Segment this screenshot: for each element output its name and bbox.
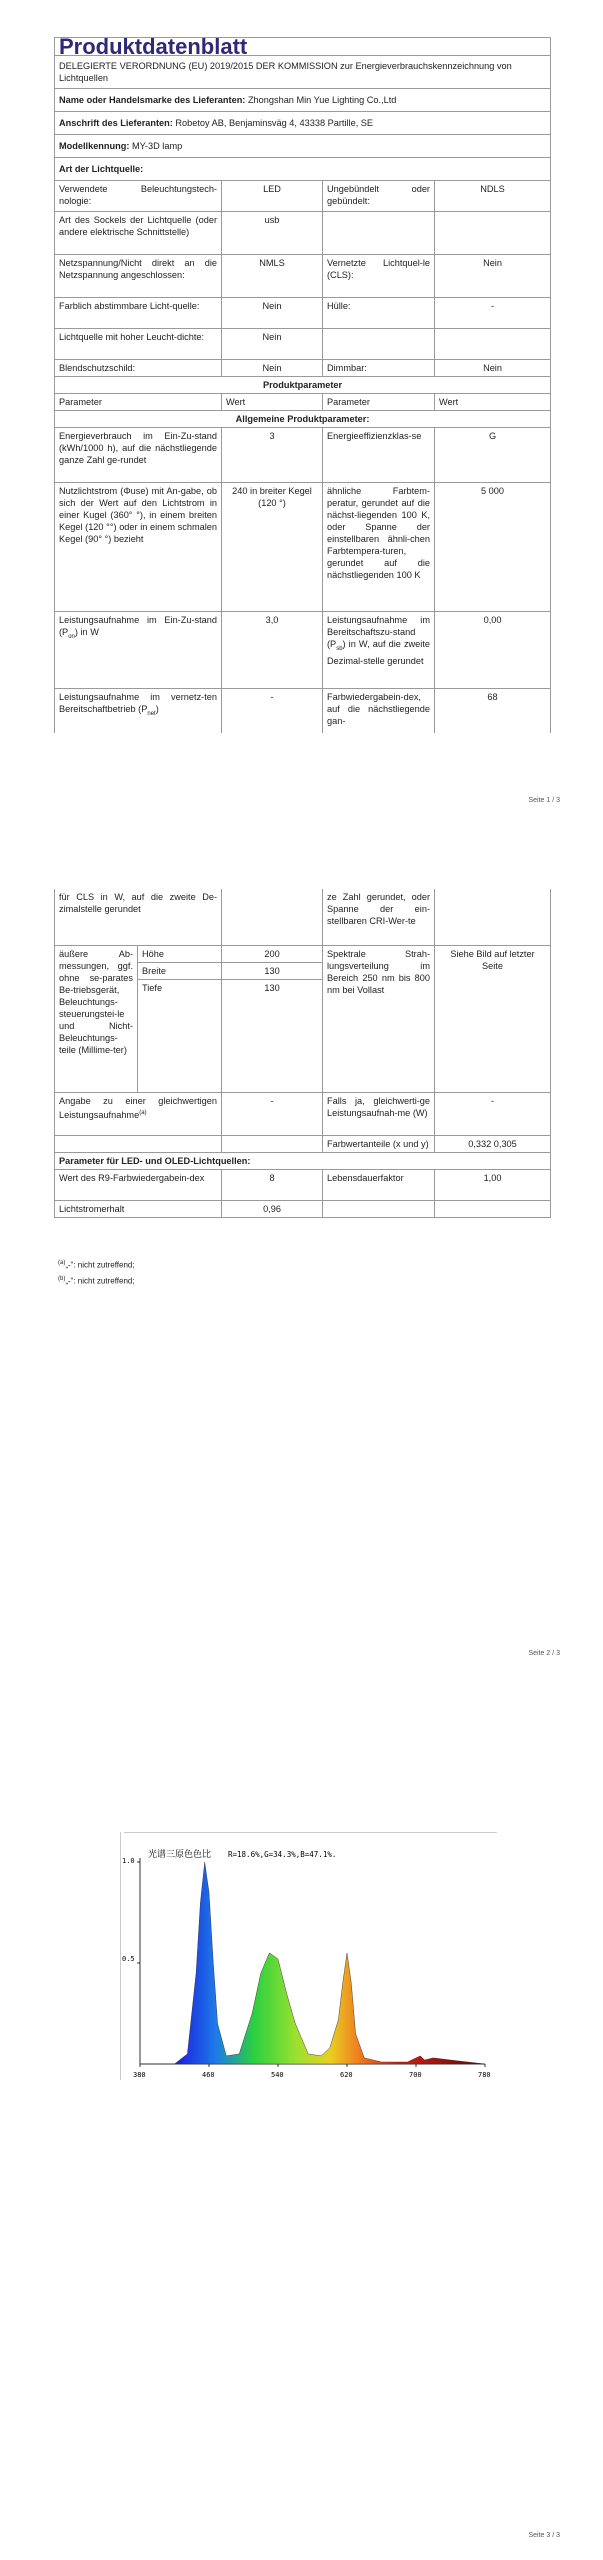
type-row-value-2 [435, 212, 551, 255]
cri-label: Farbwiedergabein-dex, auf die nächstliegende gan- [323, 689, 435, 734]
type-row [55, 212, 551, 255]
y-tick-label: 1.0 [122, 1857, 135, 1865]
dimensions-row [55, 946, 551, 963]
footnote-a [58, 1258, 135, 1271]
footnote-text: „-“: nicht zutreffend; [65, 1260, 135, 1270]
y-tick-label: 0.5 [122, 1955, 135, 1963]
chromaticity-row [55, 1136, 551, 1153]
page-2 [0, 870, 603, 1700]
power-on-value: 3,0 [222, 612, 323, 689]
type-row-label-2 [323, 329, 435, 360]
type-row [55, 255, 551, 298]
footnote-marker: (a) [58, 1260, 66, 1266]
lumen-maintenance-label: Lichtstromerhalt [55, 1201, 222, 1218]
footnote-b [58, 1274, 135, 1287]
dim-width-value: 130 [222, 963, 323, 980]
type-row-value-2: NDLS [435, 181, 551, 212]
power-on-label-text: Leistungsaufnahme im Ein-Zu-stand (P [59, 615, 217, 637]
page-1 [0, 0, 603, 820]
dim-width-label: Breite [138, 963, 222, 980]
address-label: Anschrift des Lieferanten: [59, 118, 173, 128]
regulation-text: DELEGIERTE VERORDNUNG (EU) 2019/2015 DER KOMMISSION zur Energieverbrauchskennzeichnung von Lichtquellen [55, 56, 551, 89]
networked-standby-label-text: Leistungsaufnahme im vernetz-ten Bereitschaftbetrieb (P [59, 692, 217, 714]
supplier-label: Name oder Handelsmarke des Lieferanten: [59, 95, 246, 105]
cct-value: 5 000 [435, 483, 551, 612]
col-parameter: Parameter [55, 394, 222, 411]
energy-class-label: Energieeffizienzklas-se [323, 428, 435, 483]
type-row-value: NMLS [222, 255, 323, 298]
lifetime-factor-value: 1,00 [435, 1170, 551, 1201]
type-row-label: Art des Sockels der Lichtquelle (oder andere elektrische Schnittstelle) [55, 212, 222, 255]
empty-cell [435, 889, 551, 946]
general-parameters-heading: Allgemeine Produktparameter: [55, 411, 551, 428]
type-row-value-2: Nein [435, 255, 551, 298]
spectral-distribution-label: Spektrale Strah-lungsverteilung im Bereich 250 nm bis 800 nm bei Vollast [323, 946, 435, 1093]
type-row-value: Nein [222, 360, 323, 377]
x-tick-label: 460 [202, 2071, 215, 2079]
type-row-value: Nein [222, 298, 323, 329]
standby-suffix: ) in W, auf die zweite Dezimal-stelle gerundet [327, 639, 430, 666]
networked-standby-continued: für CLS in W, auf die zweite De-zimalstelle gerundet [55, 889, 222, 946]
power-on-row [55, 612, 551, 689]
empty-cell [138, 996, 222, 1093]
energy-class-value: G [435, 428, 551, 483]
type-row [55, 181, 551, 212]
equivalent-power-w-label: Falls ja, gleichwerti-ge Leistungsaufnah-me (W) [323, 1093, 435, 1136]
type-row-label: Verwendete Beleuchtungstech-nologie: [55, 181, 222, 212]
cri-continued: ze Zahl gerundet, oder Spanne der ein-stellbaren CRI-Wer-te [323, 889, 435, 946]
spectrum-ratio: R=18.6%,G=34.3%,B=47.1%. [228, 1850, 337, 1859]
type-row [55, 329, 551, 360]
type-row-label-2: Vernetzte Lichtquel-le (CLS): [323, 255, 435, 298]
spectral-distribution-value: Siehe Bild auf letzter Seite [435, 946, 551, 1093]
standby-label [323, 612, 435, 689]
spectrum-caption: 光谱三原色色比 [148, 1850, 212, 1860]
empty-cell [222, 889, 323, 946]
flux-label: Nutzlichtstrom (Φuse) mit An-gabe, ob sich der Wert auf den Lichtstrom in einer Kugel (360° °), in einem breiten Kegel (120 °°) oder in einem schmalen Kegel (90° °) bezieht [55, 483, 222, 612]
page-number: Seite 2 / 3 [528, 1650, 560, 1657]
x-tick-label: 780 [478, 2071, 491, 2079]
networked-standby-sub: net [147, 710, 156, 717]
chart-background [120, 1832, 497, 2087]
type-row-value-2: Nein [435, 360, 551, 377]
equivalent-power-label-text: Angabe zu einer gleichwertigen Leistungsaufnahme [59, 1096, 218, 1121]
address-value: Robetoy AB, Benjaminsväg 4, 43338 Partille, SE [175, 118, 374, 128]
type-row-label-2: Ungebündelt oder gebündelt: [323, 181, 435, 212]
type-row-value-2: - [435, 298, 551, 329]
energy-row [55, 428, 551, 483]
lumen-maintenance-row [55, 1201, 551, 1218]
chromaticity-value: 0,332 0,305 [435, 1136, 551, 1153]
address-row [55, 112, 551, 135]
type-row [55, 298, 551, 329]
lumen-maintenance-value: 0,96 [222, 1201, 323, 1218]
flux-value: 240 in breiter Kegel (120 °) [222, 483, 323, 612]
page-3 [0, 1790, 603, 2560]
type-row-label: Netzspannung/Nicht direkt an die Netzspannung angeschlossen: [55, 255, 222, 298]
led-parameters-heading: Parameter für LED- und OLED-Lichtquellen: [55, 1153, 551, 1170]
equivalent-power-value: - [222, 1093, 323, 1136]
empty-cell [323, 1201, 435, 1218]
x-tick-label: 700 [409, 2071, 422, 2079]
type-row-label-2: Dimmbar: [323, 360, 435, 377]
networked-standby-row [55, 689, 551, 734]
footnote-ref-a: (a) [139, 1110, 147, 1116]
spectrum-chart [120, 1832, 497, 2087]
col-value: Wert [222, 394, 323, 411]
x-tick-label: 620 [340, 2071, 353, 2079]
type-row-value: LED [222, 181, 323, 212]
equivalent-power-row [55, 1093, 551, 1136]
networked-standby-value: - [222, 689, 323, 734]
x-tick-label: 540 [271, 2071, 284, 2079]
equivalent-power-w-value: - [435, 1093, 551, 1136]
type-row-label: Lichtquelle mit hoher Leucht-dichte: [55, 329, 222, 360]
page-title: Produktdatenblatt [55, 38, 551, 56]
cri-value: 68 [435, 689, 551, 734]
supplier-value: Zhongshan Min Yue Lighting Co.,Ltd [247, 95, 397, 105]
datasheet-table-page-1 [54, 34, 551, 733]
dim-depth-label: Tiefe [138, 980, 222, 997]
product-parameters-heading: Produktparameter [55, 377, 551, 394]
energy-value: 3 [222, 428, 323, 483]
standby-label-text: Leistungsaufnahme im Bereitschaftszu-stand (P [327, 615, 430, 649]
type-row-label: Blendschutzschild: [55, 360, 222, 377]
r9-row [55, 1170, 551, 1201]
type-row-value: Nein [222, 329, 323, 360]
dim-height-value: 200 [222, 946, 323, 963]
standby-sub: sb [336, 645, 343, 652]
footnote-text: „-“: nicht zutreffend; [65, 1276, 135, 1286]
energy-label: Energieverbrauch im Ein-Zu-stand (kWh/1000 h), auf die nächstliegende ganze Zahl ge-rundet [55, 428, 222, 483]
model-row [55, 135, 551, 158]
light-source-type-heading: Art der Lichtquelle: [55, 158, 551, 181]
datasheet-table-page-2 [54, 889, 551, 1218]
chromaticity-label: Farbwertanteile (x und y) [323, 1136, 435, 1153]
column-header-row [55, 394, 551, 411]
standby-value: 0,00 [435, 612, 551, 689]
power-on-suffix: ) in W [74, 627, 99, 637]
x-tick-label: 380 [133, 2071, 146, 2079]
equivalent-power-label [55, 1093, 222, 1136]
page-number: Seite 3 / 3 [528, 2532, 560, 2539]
power-on-sub: on [68, 633, 75, 640]
networked-standby-suffix: ) [155, 704, 159, 714]
r9-value: 8 [222, 1170, 323, 1201]
empty-cell [55, 1136, 222, 1153]
footnote-marker: (b) [58, 1276, 66, 1282]
type-row-value-2 [435, 329, 551, 360]
type-row-label: Farblich abstimmbare Licht-quelle: [55, 298, 222, 329]
supplier-row [55, 89, 551, 112]
empty-cell [435, 1201, 551, 1218]
continuation-row [55, 889, 551, 946]
page-number: Seite 1 / 3 [528, 797, 560, 804]
type-row-value: usb [222, 212, 323, 255]
dim-height-label: Höhe [138, 946, 222, 963]
type-row [55, 360, 551, 377]
networked-standby-label [55, 689, 222, 734]
cct-label: ähnliche Farbtem-peratur, gerundet auf die nächst-liegenden 100 K, oder Spanne der einstellbaren ähnli-chen Farbtempera-turen, gerundet auf die nächstliegenden 100 K [323, 483, 435, 612]
dim-depth-value: 130 [222, 980, 323, 997]
r9-label: Wert des R9-Farbwiedergabein-dex [55, 1170, 222, 1201]
empty-cell [222, 996, 323, 1093]
type-row-label-2: Hülle: [323, 298, 435, 329]
dimensions-label: äußere Ab-messungen, ggf. ohne se-parates Be-triebsgerät, Beleuchtungs-steuerungstei-le und Nicht-Beleuchtungs-teile (Millime-ter) [55, 946, 138, 1093]
power-on-label [55, 612, 222, 689]
model-label: Modellkennung: [59, 141, 130, 151]
col-parameter-2: Parameter [323, 394, 435, 411]
lifetime-factor-label: Lebensdauerfaktor [323, 1170, 435, 1201]
empty-cell [222, 1136, 323, 1153]
model-value: MY-3D lamp [132, 141, 183, 151]
col-value-2: Wert [435, 394, 551, 411]
flux-row [55, 483, 551, 612]
type-row-label-2 [323, 212, 435, 255]
